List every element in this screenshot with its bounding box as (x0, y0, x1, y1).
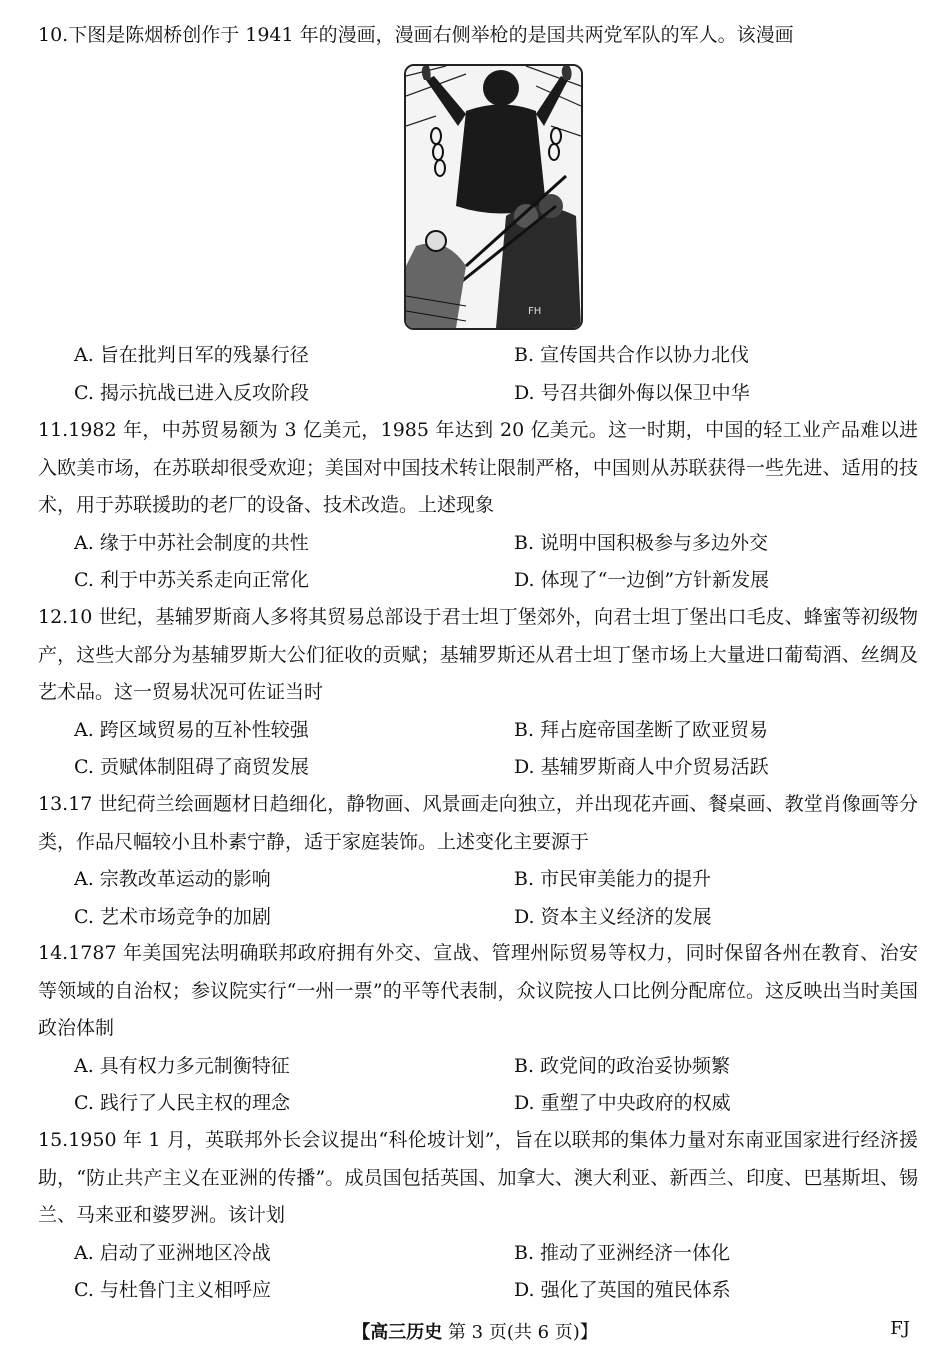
question-12-stem: 12.10 世纪，基辅罗斯商人多将其贸易总部设于君士坦丁堡郊外，向君士坦丁堡出口毛皮、蜂蜜等初级物产，这些大部分为基辅罗斯大公们征收的贡赋；基辅罗斯还从君士坦丁堡市场上大量进口葡萄酒、丝绸及艺术品。这一贸易状况可佐证当时 (38, 606, 918, 703)
option-12-c[interactable]: C. 贡赋体制阻碍了商贸发展 (74, 756, 309, 778)
option-14-d[interactable]: D. 重塑了中央政府的权威 (514, 1092, 731, 1114)
option-11-d[interactable]: D. 体现了“一边倒”方针新发展 (514, 569, 770, 591)
option-13-c[interactable]: C. 艺术市场竞争的加剧 (74, 905, 271, 928)
option-14-c[interactable]: C. 践行了人民主权的理念 (74, 1092, 290, 1114)
option-15-a[interactable]: A. 启动了亚洲地区冷战 (74, 1241, 271, 1264)
question-11-stem: 11.1982 年，中苏贸易额为 3 亿美元，1985 年达到 20 亿美元。这一时期，中国的轻工业产品难以进入欧美市场，在苏联却很受欢迎；美国对中国技术转让限制严格，中国则从苏联获得一些先进、适用的技术，用于苏联援助的老厂的设备、技术改造。上述现象 (38, 419, 918, 516)
option-13-d[interactable]: D. 资本主义经济的发展 (514, 905, 712, 928)
option-15-d[interactable]: D. 强化了英国的殖民体系 (514, 1279, 731, 1301)
option-10-c[interactable]: C. 揭示抗战已进入反攻阶段 (74, 381, 309, 404)
option-12-b[interactable]: B. 拜占庭帝国垄断了欧亚贸易 (514, 718, 769, 741)
option-13-b[interactable]: B. 市民审美能力的提升 (514, 868, 712, 890)
cartoon-signature: FH (528, 306, 542, 317)
cartoon-illustration (406, 66, 581, 328)
question-10-options (38, 337, 918, 412)
question-13 (38, 786, 918, 936)
option-14-b[interactable]: B. 政党间的政治妥协频繁 (514, 1054, 731, 1077)
question-11 (38, 412, 918, 600)
option-13-a[interactable]: A. 宗教改革运动的影响 (74, 868, 271, 890)
option-11-c[interactable]: C. 利于中苏关系走向正常化 (74, 569, 309, 591)
question-15 (38, 1122, 918, 1310)
option-11-b[interactable]: B. 说明中国积极参与多边外交 (514, 531, 769, 554)
woodcut-cartoon-image (404, 64, 583, 330)
question-15-stem: 15.1950 年 1 月，英联邦外长会议提出“科伦坡计划”，旨在以联邦的集体力量对东南亚国家进行经济援助，“防止共产主义在亚洲的传播”。成员国包括英国、加拿大、澳大利亚、新西兰、印度、巴基斯坦、锡兰、马来亚和婆罗洲。该计划 (38, 1129, 918, 1226)
footer-page-number: 第 3 页(共 6 页)】 (447, 1322, 598, 1343)
question-13-stem: 13.17 世纪荷兰绘画题材日趋细化，静物画、风景画走向独立，并出现花卉画、餐桌画、教堂肖像画等分类，作品尺幅较小且朴素宁静，适于家庭装饰。上述变化主要源于 (38, 793, 918, 853)
question-14 (38, 935, 918, 1123)
footer-subject: 【高三历史 (352, 1322, 443, 1343)
question-12 (38, 599, 918, 787)
question-10 (38, 17, 918, 55)
footer-page-info (0, 1318, 950, 1344)
page-footer (0, 1312, 950, 1352)
option-15-b[interactable]: B. 推动了亚洲经济一体化 (514, 1241, 731, 1264)
option-10-d[interactable]: D. 号召共御外侮以保卫中华 (514, 381, 750, 404)
option-10-a[interactable]: A. 旨在批判日军的残暴行径 (74, 344, 309, 366)
option-12-d[interactable]: D. 基辅罗斯商人中介贸易活跃 (514, 756, 769, 778)
question-10-stem: 10.下图是陈烟桥创作于 1941 年的漫画，漫画右侧举枪的是国共两党军队的军人。该漫画 (38, 24, 794, 46)
option-10-b[interactable]: B. 宣传国共合作以协力北伐 (514, 344, 750, 366)
footer-code: FJ (890, 1318, 910, 1339)
option-14-a[interactable]: A. 具有权力多元制衡特征 (74, 1054, 290, 1077)
question-14-stem: 14.1787 年美国宪法明确联邦政府拥有外交、宣战、管理州际贸易等权力，同时保留各州在教育、治安等领域的自治权；参议院实行“一州一票”的平等代表制，众议院按人口比例分配席位。这反映出当时美国政治体制 (38, 942, 918, 1039)
option-12-a[interactable]: A. 跨区域贸易的互补性较强 (74, 718, 309, 741)
option-15-c[interactable]: C. 与杜鲁门主义相呼应 (74, 1279, 271, 1301)
option-11-a[interactable]: A. 缘于中苏社会制度的共性 (74, 531, 309, 554)
